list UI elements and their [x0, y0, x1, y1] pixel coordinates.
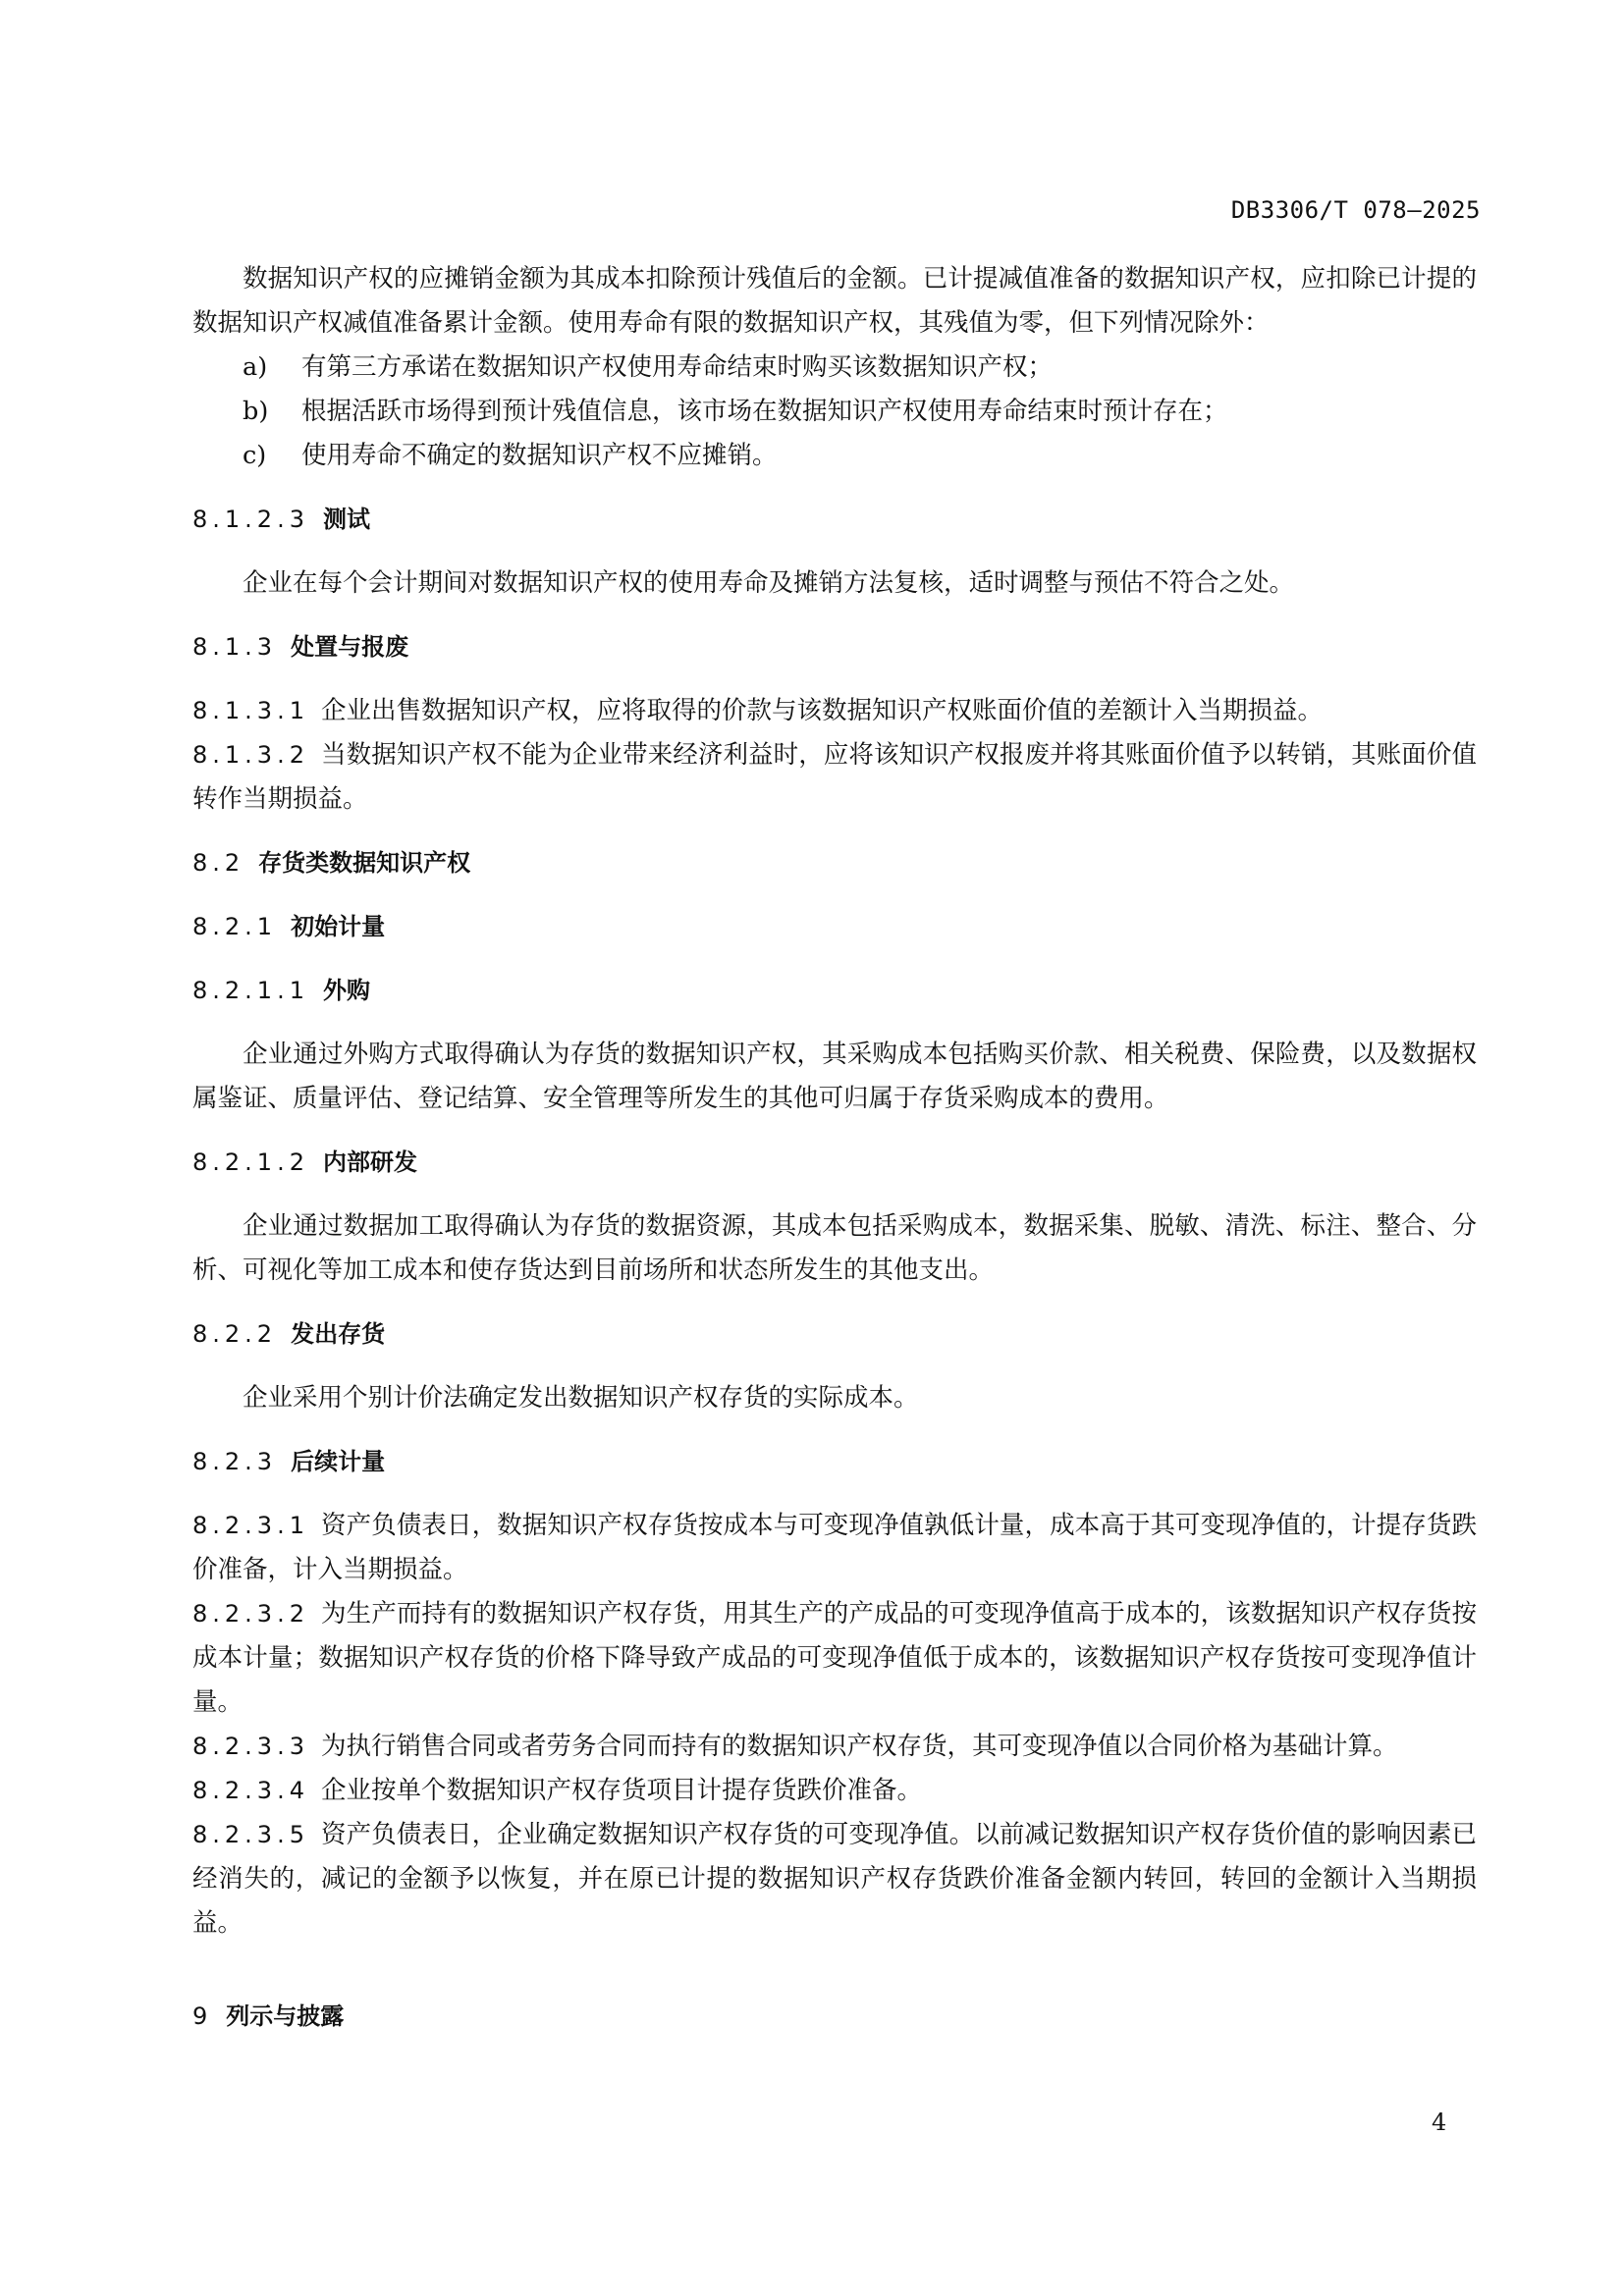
section-title: 存货类数据知识产权: [258, 849, 471, 877]
section-heading: [192, 841, 1477, 885]
section-heading: [192, 498, 1477, 542]
clause: [192, 1813, 1477, 1946]
paragraph: 数据知识产权的应摊销金额为其成本扣除预计残值后的金额。已计提减值准备的数据知识产权，应扣除已计提的数据知识产权减值准备累计金额。使用寿命有限的数据知识产权，其残值为零，但下列情况除外：: [192, 264, 1477, 338]
paragraph: 企业采用个别计价法确定发出数据知识产权存货的实际成本。: [243, 1383, 919, 1413]
standard-code: DB3306/T 078—2025: [1230, 196, 1481, 224]
section-number: 8.2.3: [192, 1448, 278, 1475]
clause-number: 8.1.3.2: [192, 741, 309, 769]
section-title: 初始计量: [291, 913, 386, 940]
paragraph: 企业通过数据加工取得确认为存货的数据资源，其成本包括采购成本，数据采集、脱敏、清洗、标注、整合、分析、可视化等加工成本和使存货达到目前场所和状态所发生的其他支出。: [192, 1211, 1477, 1285]
section-number: 8.2.1.2: [192, 1148, 309, 1176]
section-number: 8.2: [192, 849, 245, 877]
clause-number: 8.2.3.5: [192, 1821, 309, 1848]
list-item-text: 使用寿命不确定的数据知识产权不应摊销。: [301, 441, 778, 470]
clause: [192, 1592, 1477, 1725]
list-marker: c): [243, 441, 267, 470]
list-item-text: 根据活跃市场得到预计残值信息，该市场在数据知识产权使用寿命结束时预计存在；: [301, 397, 1228, 426]
section-heading: [192, 905, 1477, 949]
clause: [192, 689, 1477, 733]
section-title: 列示与披露: [226, 2002, 345, 2030]
section-number: 8.2.2: [192, 1320, 278, 1348]
section-number: 8.1.3: [192, 633, 278, 661]
section-number: 8.1.2.3: [192, 506, 309, 533]
section-number: 9: [192, 2002, 213, 2030]
clause-text: 资产负债表日，数据知识产权存货按成本与可变现净值孰低计量，成本高于其可变现净值的，计提存货跌价准备，计入当期损益。: [192, 1511, 1477, 1584]
paragraph: 企业在每个会计期间对数据知识产权的使用寿命及摊销方法复核，适时调整与预估不符合之处。: [243, 568, 1295, 598]
page-number: 4: [1432, 2109, 1447, 2136]
clause-text: 当数据知识产权不能为企业带来经济利益时，应将该知识产权报废并将其账面价值予以转销，其账面价值转作当期损益。: [192, 740, 1477, 814]
clause-number: 8.2.3.2: [192, 1600, 309, 1628]
clause: [192, 733, 1477, 822]
clause-text: 企业按单个数据知识产权存货项目计提存货跌价准备。: [320, 1776, 922, 1805]
clause-text: 企业出售数据知识产权，应将取得的价款与该数据知识产权账面价值的差额计入当期损益。: [320, 696, 1323, 725]
list-item: [192, 434, 1477, 478]
clause-text: 为执行销售合同或者劳务合同而持有的数据知识产权存货，其可变现净值以合同价格为基础计算。: [320, 1732, 1398, 1761]
clause: [192, 1725, 1477, 1769]
section-number: 8.2.1: [192, 913, 278, 940]
section-title: 测试: [322, 506, 370, 533]
document-body: [192, 257, 1477, 2039]
section-title: 内部研发: [322, 1148, 417, 1176]
section-heading: [192, 1995, 1477, 2039]
paragraph: 企业通过外购方式取得确认为存货的数据知识产权，其采购成本包括购买价款、相关税费、保险费，以及数据权属鉴证、质量评估、登记结算、安全管理等所发生的其他可归属于存货采购成本的费用。: [192, 1040, 1477, 1113]
clause-number: 8.2.3.4: [192, 1777, 309, 1804]
list-marker: b): [243, 397, 269, 426]
section-heading: [192, 969, 1477, 1013]
list-item: [192, 390, 1477, 434]
list-marker: a): [243, 352, 268, 382]
clause-number: 8.1.3.1: [192, 697, 309, 724]
clause-number: 8.2.3.3: [192, 1733, 309, 1760]
clause: [192, 1769, 1477, 1813]
section-heading: [192, 1141, 1477, 1185]
section-heading: [192, 625, 1477, 669]
list-item-text: 有第三方承诺在数据知识产权使用寿命结束时购买该数据知识产权；: [301, 352, 1054, 382]
section-title: 发出存货: [291, 1320, 386, 1348]
clause: [192, 1504, 1477, 1592]
list-item: [192, 346, 1477, 390]
clause-text: 资产负债表日，企业确定数据知识产权存货的可变现净值。以前减记数据知识产权存货价值的影响因素已经消失的，减记的金额予以恢复，并在原已计提的数据知识产权存货跌价准备金额内转回，转回的金额计入当期损益。: [192, 1820, 1477, 1938]
section-title: 处置与报废: [291, 633, 409, 661]
section-title: 后续计量: [291, 1448, 386, 1475]
clause-text: 为生产而持有的数据知识产权存货，用其生产的产成品的可变现净值高于成本的，该数据知识产权存货按成本计量；数据知识产权存货的价格下降导致产成品的可变现净值低于成本的，该数据知识产权存货按可变现净值计量。: [192, 1599, 1477, 1717]
section-number: 8.2.1.1: [192, 977, 309, 1004]
section-heading: [192, 1312, 1477, 1357]
section-heading: [192, 1440, 1477, 1484]
section-title: 外购: [322, 977, 370, 1004]
clause-number: 8.2.3.1: [192, 1512, 309, 1539]
